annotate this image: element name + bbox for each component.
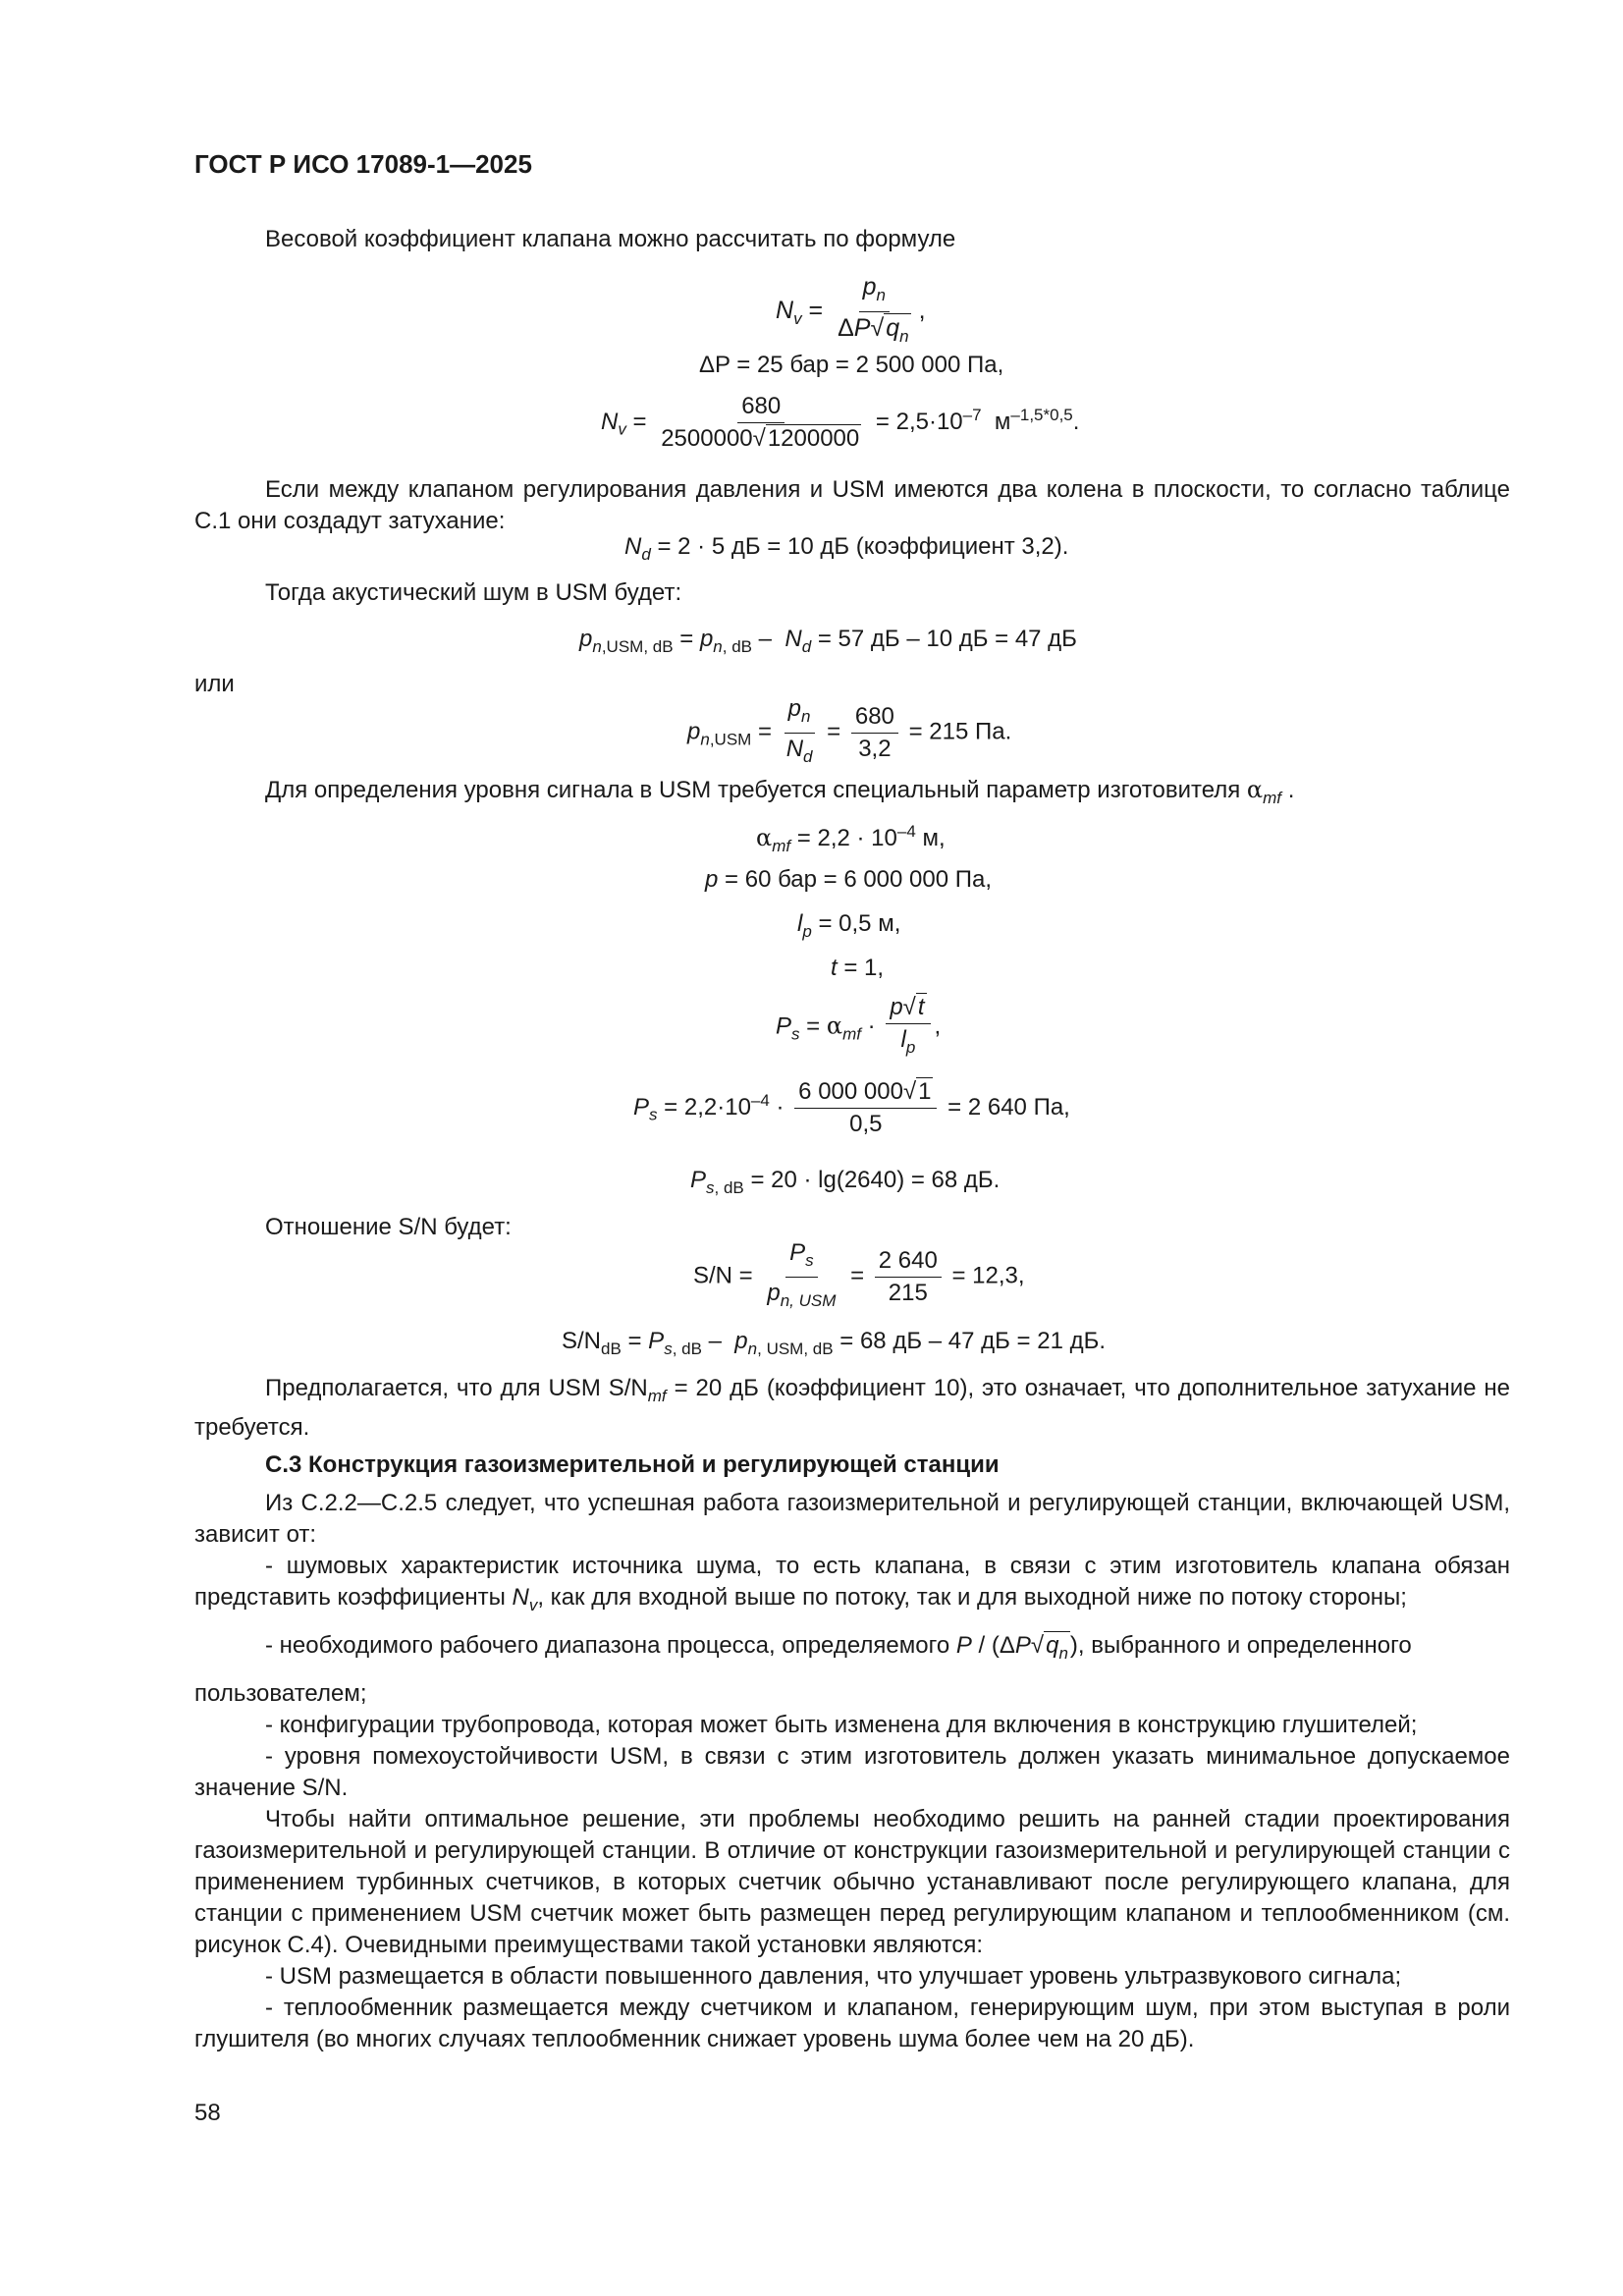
formula-amf: $\alpha_{mf} = 2,2 \cdot 10^{-4}$ м, — [756, 822, 946, 855]
formula-nv: $N_v$ = $\frac{p_n}{\Delta P√q_n}$ , — [776, 273, 926, 346]
formula-delta-p: ΔP = 25 бар = 2 500 000 Па, — [699, 352, 1004, 378]
section-body: Из С.2.2—С.2.5 следует, что успешная работа газоизмерительной и регулирующей станции, включающей USM, зависит от: - шумовых характеристик источника шума, то есть клапана, в связи с этим изготовитель клапана обязан представить коэффициенты $N_v$, как для входной выше по потоку, так и для выходной ниже по потоку стороны; - необходимого рабочего диапазона процесса, определяемого P / $(\Delta P√q_n)$, выбранного и определенного пользователем; - конфигурации трубопровода, которая может быть изменена для включения в конструкцию глушителей; - уровня помехоустойчивости USM, в связи с этим изготовитель должен указать минимальное допускаемое значение S/N. Чтобы найти оптимальное решение, эти проблемы необходимо решить на ранней стадии проектирования газоизмерительной и регулирующей станции. В отличие от конструкции газоизмерительной и регулирующей станции с применением турбинных счетчиков, в которых счетчик обычно устанавливают после регулирующего клапана, для станции с применением USM счетчик может быть размещен перед регулирующим клапаном и теплообменником (см. рисунок С.4). Очевидными преимуществами такой установки являются: - USM размещается в области повышенного давления, что улучшает уровень ультразвукового сигнала; - теплообменник размещается между счетчиком и клапаном, генерирующим шум, при этом выступая в роли глушителя (во многих случаях теплообменник снижает уровень шума более чем на 20 дБ). — [194, 1490, 1510, 2052]
paragraph: или — [194, 671, 235, 697]
section-heading: С.3 Конструкция газоизмерительной и регулирующей станции — [265, 1451, 1000, 1478]
paragraph: Весовой коэффициент клапана можно рассчитать по формуле — [265, 226, 956, 252]
document-header: ГОСТ Р ИСО 17089-1—2025 — [194, 149, 532, 179]
formula-ps-value: $P_s = 2,2\cdot 10^{-4}$ · $\frac{6 000 000√1}{0,5}$ = 2 640 Па, — [633, 1078, 1070, 1137]
formula-lp: $l_p = 0,5$ м, — [797, 910, 901, 941]
paragraph: Тогда акустический шум в USM будет: — [265, 579, 682, 606]
formula-p: p = 60 бар = 6 000 000 Па, — [705, 866, 993, 893]
formula-t: t = 1, — [831, 955, 885, 981]
formula-sn-db: $S/N_{dB} = P_{s, dB} - p_{n, USM, dB} = 68$ дБ – 47 дБ = 21 дБ. — [562, 1328, 1107, 1358]
formula-ps: $P_s = \alpha_{mf}$ · $\frac{p√t}{l_p}$ , — [776, 994, 942, 1057]
formula-pn-usm-db: $p_{n,USM, dB} = p_{n, dB} - N_d = 57$ дБ – 10 дБ = 47 дБ — [579, 626, 1077, 656]
formula-sn: S/N = $\frac{P_s}{p_{n, USM}}$ = $\frac{2 640}{215}$ = 12,3, — [693, 1239, 1025, 1310]
formula-ps-db: $P_{s, dB} = 20 \cdot \lg(2640) = 68$ дБ. — [690, 1167, 1001, 1197]
formula-pn-usm: $p_{n,USM}$ = $\frac{p_n}{N_d}$ = $\frac{680}{3,2}$ = 215 Па. — [687, 695, 1012, 766]
formula-nd: $N_d = 2 \cdot 5$ дБ = 10 дБ (коэффициент 3,2). — [624, 533, 1069, 564]
paragraph: Предполагается, что для USM $S/N_{mf} = 20$ дБ (коэффициент 10), это означает, что дополнительное затухание не требуется. — [194, 1375, 1510, 1441]
formula-nv-value: $N_v$ = $\frac{680}{2500000√1200000}$ = $2,5\cdot 10^{-7}$ $м^{-1,5*0,5}$. — [601, 393, 1080, 452]
paragraph: Отношение S/N будет: — [265, 1214, 512, 1240]
page-number: 58 — [194, 2100, 221, 2126]
paragraph: Если между клапаном регулирования давления и USM имеются два колена в плоскости, то согласно таблице С.1 они создадут затухание: — [194, 476, 1510, 534]
paragraph: Для определения уровня сигнала в USM требуется специальный параметр изготовителя $\alpha_{mf}$ . — [265, 776, 1295, 807]
